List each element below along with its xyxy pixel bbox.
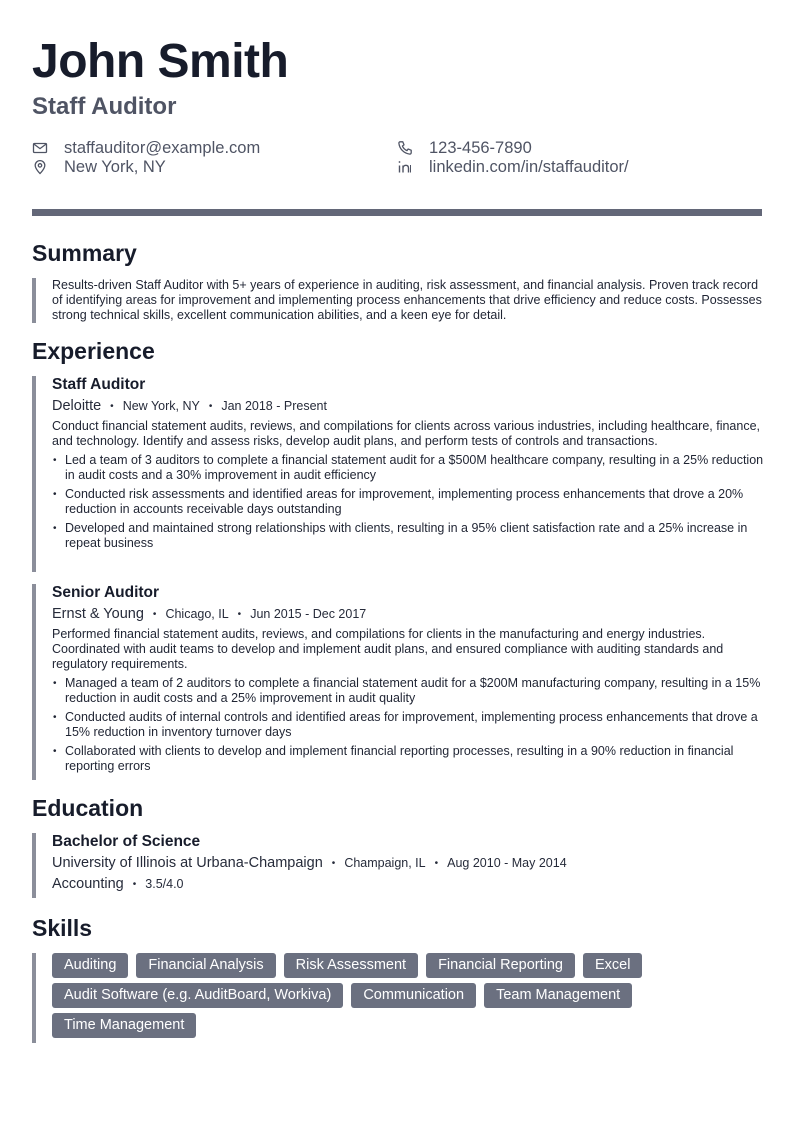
skills-list [52,953,764,1043]
location-text: New York, NY [64,157,166,176]
job-meta [52,606,764,627]
education-entry [52,833,764,897]
experience-heading: Experience [32,338,155,364]
contact-email[interactable] [32,138,260,158]
summary-section-bar [32,278,36,323]
education-field: Accounting [52,876,124,892]
job-entry [52,584,764,778]
skill-tag: Excel [583,953,642,978]
linkedin-text: linkedin.com/in/staffauditor/ [429,157,629,176]
phone-text: 123-456-7890 [429,138,532,157]
contact-info [32,138,762,180]
education-dates: Aug 2010 - May 2014 [447,856,567,870]
job-company: Deloitte [52,398,102,414]
summary-text: Results-driven Staff Auditor with 5+ years of experience in auditing, risk assessment, and financial analysis. Proven track record of identifying areas for improvement and implementing process enhancements that drive efficiency and reduce costs. Possesses strong technical skills, excellent communication abilities, and a keen eye for detail. [52,278,762,322]
skill-tag: Auditing [52,953,128,978]
education-heading: Education [32,795,144,821]
job-1-bar [32,376,36,572]
achievement-item: • Led a team of 3 auditors to complete a financial statement audit for a $500M healthcare company, resulting in a 25% reduction in audit costs and a 30% improvement in audit efficiency [52,453,764,483]
job-description: Performed financial statement audits, reviews, and compilations for clients in the manufacturing and energy industries. Coordinated with audit teams to develop and implement audit plans, and ensured compliance with auditing standards and regulatory requirements. [52,627,724,671]
job-2-bar [32,584,36,780]
skill-tag: Financial Analysis [136,953,275,978]
achievement-item: • Conducted risk assessments and identified areas for improvement, implementing process enhancements that drove a 20% reduction in accounts receivable days outstanding [52,487,764,517]
skills-heading: Skills [32,915,93,941]
job-location: Chicago, IL [165,607,229,621]
skill-tag: Risk Assessment [284,953,418,978]
envelope-icon [32,140,48,156]
education-school: University of Illinois at Urbana-Champaign [52,855,323,871]
separator-dot: • [132,879,137,890]
summary-section [52,278,764,323]
education-section-bar [32,833,36,898]
job-location: New York, NY [122,399,200,413]
skills-section [52,953,764,1043]
contact-location [32,157,166,177]
summary-heading: Summary [32,240,137,266]
education-location: Champaign, IL [344,856,426,870]
separator-dot: • [331,858,336,869]
education-field-row [52,876,764,897]
job-dates: Jan 2018 - Present [221,399,327,413]
header-divider [32,209,762,216]
achievement-item: • Developed and maintained strong relationships with clients, resulting in a 95% client satisfaction rate and a 25% increase in repeat business [52,521,764,551]
job-achievements [52,676,764,774]
achievement-item: • Collaborated with clients to develop and implement financial reporting processes, resulting in a 90% reduction in financial reporting errors [52,744,764,774]
job-role: Staff Auditor [52,376,146,393]
separator-dot: • [434,858,439,869]
map-pin-icon [32,159,48,175]
education-gpa: 3.5/4.0 [145,877,184,891]
skill-tag: Financial Reporting [426,953,575,978]
linkedin-icon [397,159,413,175]
separator-dot: • [110,401,114,412]
skills-section-bar [32,953,36,1043]
job-description: Conduct financial statement audits, reviews, and compilations for clients across various industries, including healthcare, finance, and technology. Identify and assess risks, develop audit plans, and perform tests of controls and transactions. [52,419,761,448]
job-company: Ernst & Young [52,606,144,622]
job-meta [52,398,764,419]
contact-linkedin[interactable] [397,157,629,177]
phone-icon [397,140,413,156]
job-dates: Jun 2015 - Dec 2017 [250,607,367,621]
separator-dot: • [237,609,242,620]
skill-tag: Team Management [484,983,632,1008]
separator-dot: • [152,609,157,620]
skill-tag: Time Management [52,1013,196,1038]
email-text: staffauditor@example.com [64,138,261,157]
candidate-name: John Smith [32,35,289,88]
candidate-title: Staff Auditor [32,93,177,120]
job-entry [52,376,764,555]
education-degree: Bachelor of Science [52,833,201,850]
skill-tag: Audit Software (e.g. AuditBoard, Workiva) [52,983,343,1008]
contact-phone[interactable] [397,138,532,158]
separator-dot: • [208,401,213,412]
job-achievements [52,453,764,551]
education-meta [52,855,764,876]
job-role: Senior Auditor [52,584,160,601]
skill-tag: Communication [351,983,476,1008]
achievement-item: • Conducted audits of internal controls and identified areas for improvement, implementing process enhancements that drove a 15% reduction in inventory turnover days [52,710,764,740]
achievement-item: • Managed a team of 2 auditors to complete a financial statement audit for a $200M manufacturing company, resulting in a 15% reduction in audit costs and a 25% improvement in audit quality [52,676,764,706]
